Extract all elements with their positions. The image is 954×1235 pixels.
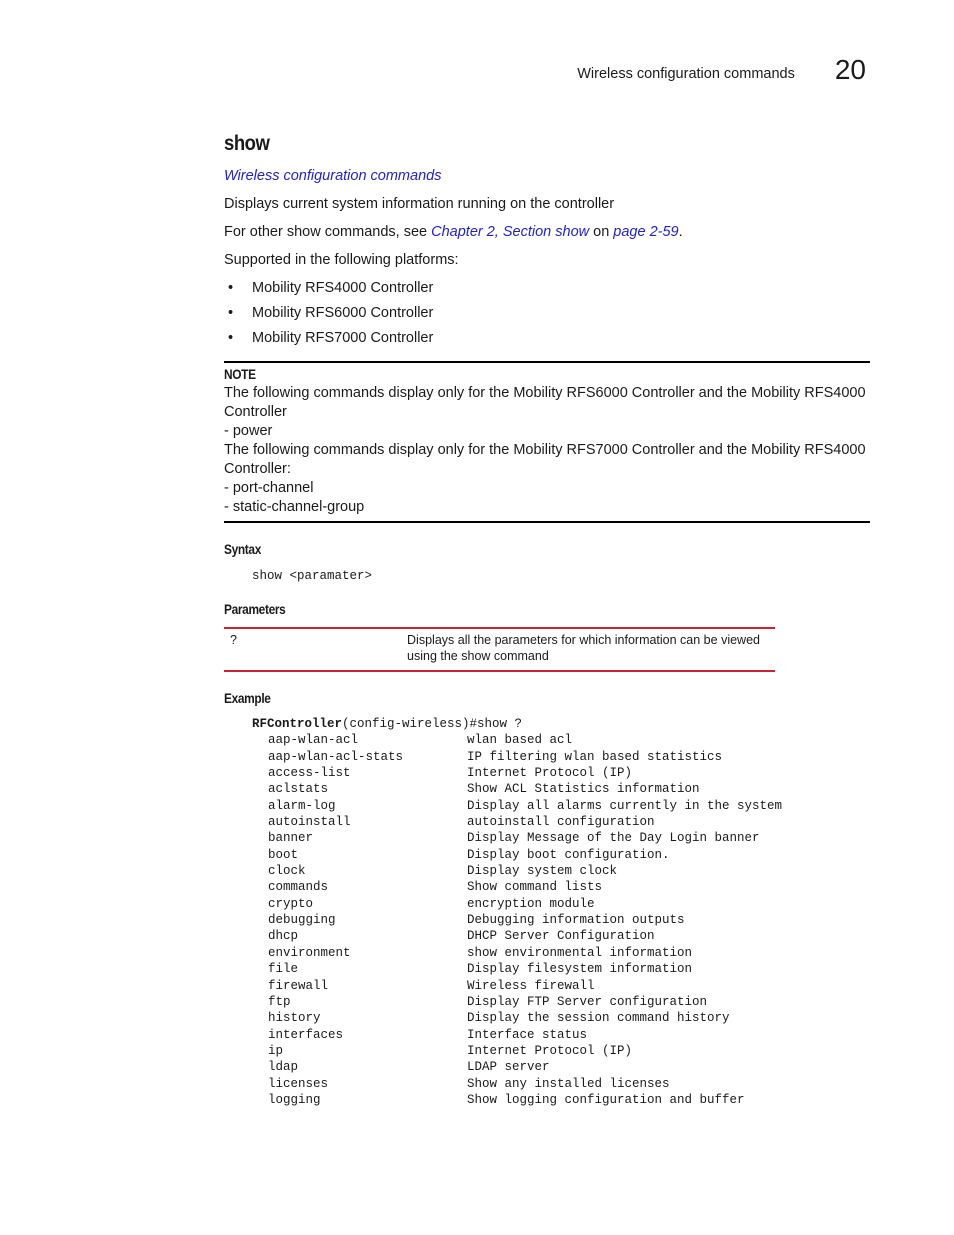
command-description: Debugging information outputs (467, 913, 685, 928)
list-item (252, 912, 870, 928)
command-description: Display FTP Server configuration (467, 994, 708, 1009)
command-description: Show command lists (467, 880, 603, 895)
command-description: Display boot configuration. (467, 847, 670, 862)
note-box (224, 361, 870, 523)
list-item (252, 863, 870, 879)
chapter-number: 20 (834, 54, 866, 85)
command-name: boot (268, 847, 299, 862)
command-description: wlan based acl (467, 733, 573, 748)
list-item (252, 830, 870, 846)
list-item (252, 781, 870, 797)
running-header-title: Wireless configuration commands (577, 66, 795, 82)
command-description: Show ACL Statistics information (467, 782, 700, 797)
command-name: environment (268, 945, 351, 960)
command-name: crypto (268, 896, 314, 911)
see-also: For other show commands, see Chapter 2, Section show on page 2-59. (224, 224, 683, 240)
param-description: Displays all the parameters for which information can be viewed using the show command (407, 633, 760, 663)
command-name: interfaces (268, 1027, 344, 1042)
syntax-heading: Syntax (224, 541, 261, 557)
list-item: • Mobility RFS4000 Controller (224, 280, 870, 297)
command-description: Display all alarms currently in the system (467, 798, 783, 813)
list-item (252, 749, 870, 765)
param-name: ? (230, 633, 237, 647)
section-title: show (224, 132, 270, 155)
command-name: ftp (268, 994, 291, 1009)
command-name: logging (268, 1092, 321, 1107)
command-name: file (268, 962, 299, 977)
command-name: banner (268, 831, 314, 846)
list-item (252, 978, 870, 994)
list-item (252, 798, 870, 814)
list-item (252, 732, 870, 748)
command-name: history (268, 1011, 321, 1026)
note-label: NOTE (224, 366, 256, 382)
command-description: autoinstall configuration (467, 815, 655, 830)
parameters-heading: Parameters (224, 601, 286, 617)
page-header (577, 56, 866, 84)
platform-list (224, 280, 870, 347)
bullet-icon: • (228, 330, 234, 346)
bullet-icon: • (228, 305, 234, 321)
command-description: Internet Protocol (IP) (467, 766, 633, 781)
parameters-table (224, 627, 775, 672)
list-item (252, 1010, 870, 1026)
list-item (252, 928, 870, 944)
note-line: - power (224, 423, 273, 439)
example-rows (252, 732, 870, 1108)
command-description: Show logging configuration and buffer (467, 1092, 745, 1107)
note-line: The following commands display only for the Mobility RFS7000 Controller and the Mobility RFS4000 Controller: (224, 442, 866, 477)
list-item (252, 1076, 870, 1092)
list-item (252, 994, 870, 1010)
list-item: • Mobility RFS7000 Controller (224, 330, 870, 347)
command-name: access-list (268, 766, 351, 781)
example-prompt: RFController(config-wireless)#show ? (252, 717, 523, 731)
command-name: clock (268, 864, 306, 879)
list-item (252, 847, 870, 863)
example-heading: Example (224, 690, 271, 706)
list-item (252, 879, 870, 895)
list-item (252, 896, 870, 912)
command-name: debugging (268, 913, 336, 928)
command-description: Display Message of the Day Login banner (467, 831, 760, 846)
crossref-link[interactable]: Wireless configuration commands (224, 168, 442, 184)
command-name: ip (268, 1043, 284, 1058)
command-description: Display the session command history (467, 1011, 730, 1026)
list-item: • Mobility RFS6000 Controller (224, 305, 870, 322)
command-name: firewall (268, 978, 329, 993)
chapter-link[interactable]: Chapter 2, Section show (431, 224, 590, 240)
list-item (252, 1043, 870, 1059)
command-description: IP filtering wlan based statistics (467, 749, 723, 764)
command-name: licenses (268, 1076, 329, 1091)
note-line: - static-channel-group (224, 499, 365, 515)
command-description: Show any installed licenses (467, 1076, 670, 1091)
command-description: Display filesystem information (467, 962, 693, 977)
table-row (224, 629, 775, 670)
command-description: encryption module (467, 896, 595, 911)
list-item (252, 945, 870, 961)
main-content (224, 132, 870, 1108)
note-line: - port-channel (224, 480, 314, 496)
command-description: Interface status (467, 1027, 588, 1042)
command-description: LDAP server (467, 1060, 550, 1075)
command-description: DHCP Server Configuration (467, 929, 655, 944)
command-description: Display system clock (467, 864, 618, 879)
page-link[interactable]: page 2-59 (613, 224, 679, 240)
command-name: aap-wlan-acl (268, 733, 359, 748)
command-name: aap-wlan-acl-stats (268, 749, 404, 764)
command-name: alarm-log (268, 798, 336, 813)
command-description: Wireless firewall (467, 978, 595, 993)
list-item (252, 1027, 870, 1043)
description: Displays current system information running on the controller (224, 196, 615, 212)
command-name: commands (268, 880, 329, 895)
command-description: show environmental information (467, 945, 693, 960)
command-name: ldap (268, 1060, 299, 1075)
list-item (252, 765, 870, 781)
command-name: autoinstall (268, 815, 351, 830)
list-item (252, 814, 870, 830)
platforms-intro: Supported in the following platforms: (224, 252, 459, 268)
note-line: The following commands display only for the Mobility RFS6000 Controller and the Mobility RFS4000 Controller (224, 385, 866, 420)
syntax-code: show <paramater> (252, 569, 373, 583)
bullet-icon: • (228, 280, 234, 296)
example-code (252, 716, 870, 1108)
command-name: dhcp (268, 929, 299, 944)
list-item (252, 1092, 870, 1108)
list-item (252, 1059, 870, 1075)
list-item (252, 961, 870, 977)
command-name: aclstats (268, 782, 329, 797)
command-description: Internet Protocol (IP) (467, 1043, 633, 1058)
